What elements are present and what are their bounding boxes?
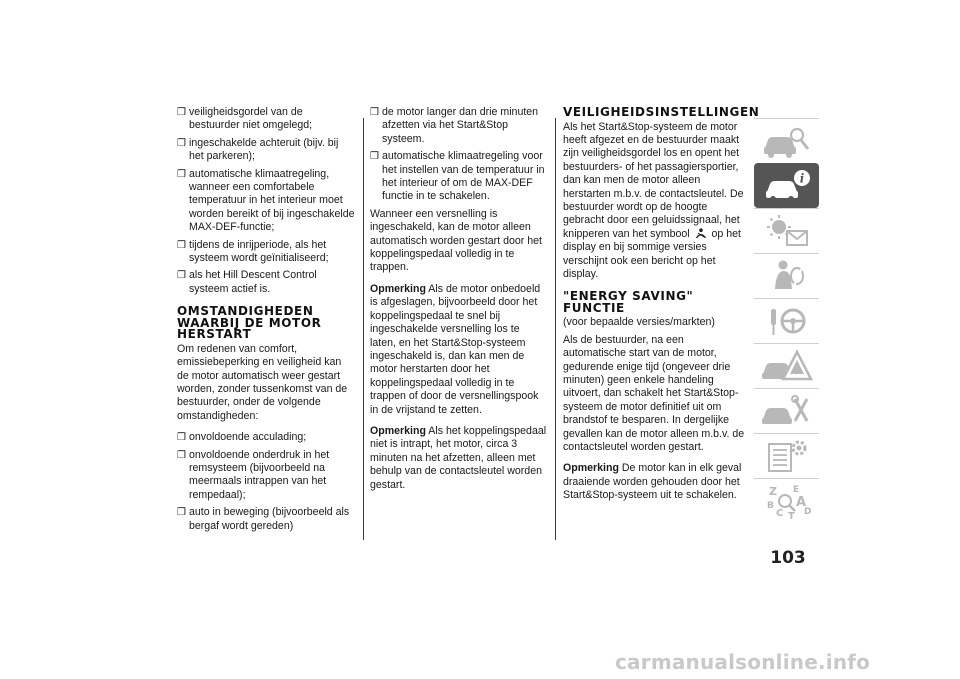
note-paragraph: Opmerking De motor kan in elk geval draaiende worden gehouden door het Start&Stop-systeem uit te schakelen. [563, 462, 742, 502]
column-3 [563, 105, 760, 511]
svg-text:E: E [792, 485, 799, 495]
section-heading-energy: "ENERGY SAVING" FUNCTIE [563, 289, 694, 315]
svg-text:B: B [766, 501, 774, 511]
car-hazard-icon [759, 346, 815, 386]
paragraph: Wanneer een versnelling is ingeschakeld, kan de motor alleen automatisch worden gestart door het koppelingspedaal volledig in te trappen. [370, 207, 542, 274]
list-item: ❒ auto in beweging (bijvoorbeeld als bergaf wordt gereden) [177, 506, 350, 532]
subtitle: (voor bepaalde versies/markten) [563, 316, 715, 329]
list-item: ❒ als het Hill Descent Control systeem actief is. [177, 269, 317, 295]
sidebar-item-steering-key[interactable] [754, 298, 819, 343]
svg-text:Z: Z [768, 485, 777, 498]
sidebar-item-car-info[interactable] [754, 163, 819, 208]
svg-text:C: C [775, 508, 783, 519]
data-gear-icon [759, 436, 815, 476]
section-heading-safety: VEILIGHEIDSINSTELLINGEN [563, 105, 760, 119]
steering-key-icon [759, 301, 815, 341]
list-item: ❒ de motor langer dan drie minuten afzetten via het Start&Stop systeem. [370, 106, 539, 145]
column-divider [363, 118, 364, 540]
note-label: Opmerking [563, 462, 619, 475]
note-paragraph: Opmerking Als het koppelingspedaal niet is intrapt, het motor, circa 3 minuten na het afzetten, alleen met behulp van de contactsleutel worden gestart. [370, 424, 547, 491]
page-number: 103 [770, 548, 806, 568]
svg-text:A: A [795, 495, 806, 510]
note-label: Opmerking [370, 282, 426, 295]
svg-text:T: T [787, 511, 795, 521]
list-item: ❒ tijdens de inrijperiode, als het systeem wordt geïnitialiseerd; [177, 238, 329, 265]
chapter-sidebar [754, 118, 819, 523]
seatbelt-person-icon [694, 228, 708, 238]
list-item: ❒ ingeschakelde achteruit (bijv. bij het parkeren); [177, 136, 339, 163]
warning-lights-icon [759, 211, 815, 251]
note-label: Opmerking [370, 424, 426, 437]
list-item: ❒ onvoldoende onderdruk in het remsysteem (bijvoorbeeld na meermaals intrappen van het rempedaal); [177, 448, 330, 501]
list-item: ❒ veiligheidsgordel van de bestuurder niet omgelegd; [177, 106, 313, 132]
paragraph: Als de bestuurder, na een automatische start van de motor, gedurende enige tijd (ongeveer drie minuten) geen enkele handeling uitvoert, dan schakelt het Start&Stop-systeem de motor definitief uit om brandstof te besparen. In dergelijke gevallen kan de motor alleen m.b.v. de contactsleutel worden gestart. [563, 333, 745, 454]
column-1 [177, 106, 355, 537]
svg-text:i: i [799, 171, 804, 185]
list-item: ❒ automatische klimaatregeling, wanneer een comfortabele temperatuur in het interieur moet worden bereikt of bij ingeschakelde MAX-DEF-functie; [177, 167, 355, 234]
section-heading-restart: OMSTANDIGHEDEN WAARBIJ DE MOTOR HERSTART [177, 304, 322, 342]
column-divider [555, 118, 556, 540]
paragraph: Als het Start&Stop-systeem de motor heeft afgezet en de bestuurder maakt zijn veiligheidsgordel los en opent het bestuurders- of het passagiersportier, dan kan men de motor alleen herstarten m.b.v. de contactsleutel. De bestuurder wordt op de hoogte gebracht door een geluidssignaal, het knipperen van het symbool op het display en bij sommige versies verschijnt ook een bericht op het display. [563, 120, 744, 280]
sidebar-item-car-hazard[interactable] [754, 343, 819, 388]
sidebar-item-car-search[interactable] [754, 118, 819, 163]
car-tools-icon [759, 391, 815, 431]
list-item: ❒ automatische klimaatregeling voor het instellen van de temperatuur in het interieur of om de MAX-DEF functie in te schakelen. [370, 150, 545, 203]
airbag-person-icon [759, 256, 815, 296]
car-search-icon [759, 121, 815, 161]
list-item: ❒ onvoldoende acculading; [177, 431, 307, 444]
svg-text:D: D [803, 507, 811, 517]
sidebar-item-car-tools[interactable] [754, 388, 819, 433]
alphabet-index-icon [759, 481, 815, 521]
sidebar-item-data-gear[interactable] [754, 433, 819, 478]
sidebar-item-airbag[interactable] [754, 253, 819, 298]
paragraph: Om redenen van comfort, emissiebeperking en veiligheid kan de motor automatisch weer gestart worden, zonder tussenkomst van de bestuurder, onder de volgende omstandigheden: [177, 342, 348, 422]
sidebar-item-alphabet-index[interactable] [754, 478, 819, 523]
column-2 [370, 106, 548, 500]
car-info-icon [759, 166, 815, 206]
note-paragraph: Opmerking Als de motor onbedoeld is afgeslagen, bijvoorbeeld door het koppelingspedaal te snel bij ingeschakelde versnelling los te laten, en het Start&Stop-systeem ingeschakeld is, dan kan men de motor herstarten door het koppelingspedaal volledig in te trappen of door de versnellingspook in de vrijstand te zetten. [370, 282, 541, 416]
sidebar-item-warning-lights[interactable] [754, 208, 819, 253]
watermark: carmanualsonline.info [615, 650, 871, 674]
